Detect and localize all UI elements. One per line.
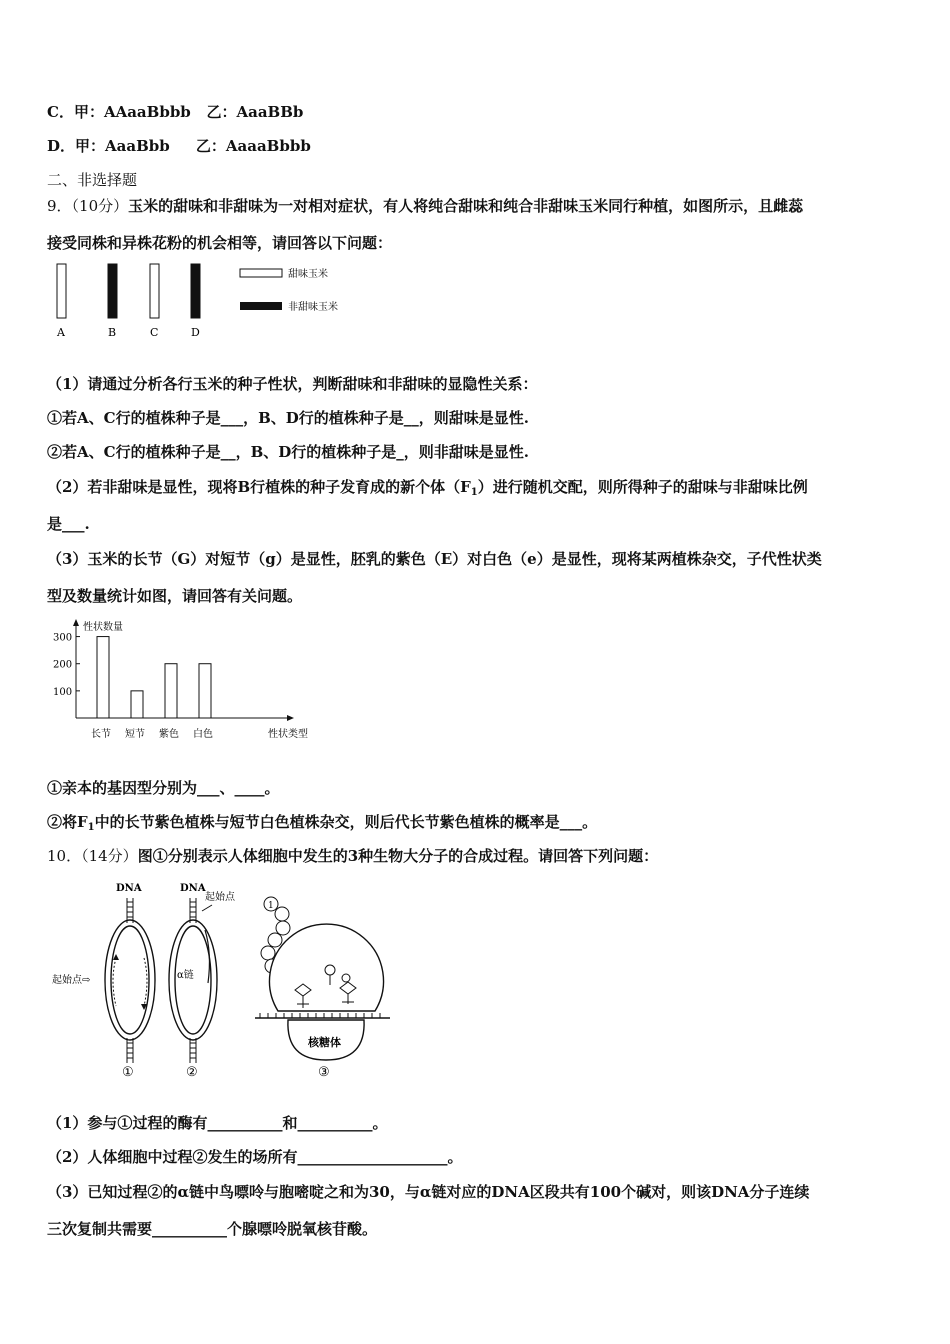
q9-part2-subscript: 1: [470, 487, 478, 498]
row-label-c: C: [150, 326, 159, 339]
q9-part2-line1: [47, 476, 808, 504]
start-point-arrow: [202, 905, 212, 911]
dna-label-1: DNA: [116, 883, 142, 894]
q9-part2-text-b: ）进行随机交配，则所得种子的甜味与非甜味比例: [477, 478, 808, 496]
dna-bottom-ladder-1: [127, 1038, 133, 1063]
circle-label-2: ②: [186, 1065, 198, 1080]
dna-top-ladder-2: [190, 898, 196, 923]
ribosome-label: 核糖体: [308, 1036, 341, 1049]
option-d-second: 乙：AaaaBbbb: [195, 137, 311, 155]
row-a-sweet: [57, 264, 66, 318]
x-tick-label-紫色: 紫色: [159, 729, 179, 740]
q9-part3-q2-text-a: ②将F: [47, 813, 88, 831]
option-c-first: C．甲：AAaaBbbb: [47, 103, 191, 121]
circle-label-3: ③: [318, 1065, 330, 1080]
q9-score: （10分）: [71, 197, 129, 215]
q10-part1: （1）参与①过程的酶有__________和__________。: [47, 1114, 388, 1132]
start-point-top: 起始点: [205, 892, 235, 903]
y-tick-label-200: 200: [53, 659, 73, 671]
q9-part1-a: ①若A、C行的植株种子是___，B、D行的植株种子是__，则甜味是显性.: [47, 409, 529, 427]
row-b-nonsweet: [108, 264, 117, 318]
y-tick-label-300: 300: [53, 632, 73, 644]
q9-part1-b: ②若A、C行的植株种子是__，B、D行的植株种子是_，则非甜味是显性.: [47, 443, 529, 461]
chart-xlabel: 性状类型: [268, 729, 308, 740]
trait-bar-chart: [50, 615, 350, 750]
bar-白色: [199, 664, 211, 718]
q10-score: （14分）: [81, 847, 138, 865]
new-strand-right: [144, 958, 147, 1006]
bar-短节: [131, 691, 143, 718]
x-tick-label-长节: 长节: [91, 729, 111, 740]
row-label-a: A: [57, 326, 65, 339]
q9-number: 9．: [47, 197, 72, 215]
x-axis-arrow: [287, 715, 294, 721]
new-strand-left: [113, 958, 116, 1006]
start-point-left: 起始点⇨: [52, 975, 91, 986]
option-c-second: 乙：AaaBBb: [206, 103, 304, 121]
q10-part3-line1: （3）已知过程②的α链中鸟嘌呤与胞嘧啶之和为30，与α链对应的DNA区段共有100个碱对，则该DNA分子连续: [47, 1183, 810, 1201]
q9-part2-line2: 是___.: [47, 515, 90, 533]
y-axis-arrow: [73, 619, 79, 626]
legend-sweet-label: 甜味玉米: [288, 269, 328, 280]
bead-label-1: 1: [268, 901, 274, 911]
rna-chain: [205, 930, 209, 983]
x-tick-label-白色: 白色: [193, 729, 213, 740]
row-label-d: D: [191, 326, 200, 339]
mrna-bases: [260, 1013, 380, 1018]
q10-part3-line2: 三次复制共需要__________个腺嘌呤脱氧核苷酸。: [47, 1220, 378, 1238]
x-tick-label-短节: 短节: [125, 729, 145, 740]
q9-part2-text-a: （2）若非甜味是显性，现将B行植株的种子发育成的新个体（F: [47, 478, 471, 496]
macromolecule-synthesis-figure: [50, 878, 390, 1083]
alpha-chain-label: α链: [177, 970, 194, 981]
q10-stem: [47, 845, 658, 867]
row-label-b: B: [108, 326, 117, 339]
q9-part3-q2-subscript: 1: [87, 822, 95, 833]
section-heading: 二、非选择题: [47, 171, 138, 189]
q10-part2: （2）人体细胞中过程②发生的场所有____________________。: [47, 1148, 463, 1166]
option-d: [47, 135, 311, 157]
q9-part3-line1: （3）玉米的长节（G）对短节（g）是显性，胚乳的紫色（E）对白色（e）是显性，现将某两植株杂交，子代性状类: [47, 550, 822, 568]
row-c-sweet: [150, 264, 159, 318]
option-c: [47, 101, 303, 123]
q10-stem-text: 图①分别表示人体细胞中发生的3种生物大分子的合成过程。请回答下列问题：: [137, 847, 659, 865]
q9-part3-q2-text-b: 中的长节紫色植株与短节白色植株杂交，则后代长节紫色植株的概率是___。: [94, 813, 598, 831]
q9-part1-title: （1）请通过分析各行玉米的种子性状，判断甜味和非甜味的显隐性关系：: [47, 375, 538, 393]
row-d-nonsweet: [191, 264, 200, 318]
legend-nonsweet-label: 非甜味玉米: [288, 302, 338, 313]
bar-紫色: [165, 664, 177, 718]
strand-arrow-1: [113, 954, 119, 960]
q9-part3-q2: [47, 811, 597, 839]
q9-stem-text: 玉米的甜味和非甜味为一对相对症状，有人将纯合甜味和纯合非甜味玉米同行种植，如图所示，且雌蕊: [128, 197, 804, 215]
dna-bottom-ladder-2: [190, 1038, 196, 1063]
q9-part3-line2: 型及数量统计如图，请回答有关问题。: [47, 587, 303, 605]
option-d-first: D．甲：AaaBbb: [47, 137, 170, 155]
bar-长节: [97, 637, 109, 718]
legend-sweet-swatch: [240, 269, 282, 277]
corn-rows-figure: [50, 260, 370, 345]
ribosome-large-subunit: [270, 924, 384, 1011]
q10-number: 10．: [47, 847, 82, 865]
replication-bubble-outer: [105, 920, 155, 1040]
dna-top-ladder-1: [127, 898, 133, 923]
circle-label-1: ①: [122, 1065, 134, 1080]
legend-nonsweet-swatch: [240, 302, 282, 310]
chart-ylabel: 性状数量: [83, 622, 123, 633]
q9-stem-line1: [47, 195, 803, 217]
replication-bubble-inner: [111, 926, 149, 1034]
y-tick-label-100: 100: [53, 686, 73, 698]
q9-part3-q1: ①亲本的基因型分别为___、____。: [47, 779, 280, 797]
q9-stem-line2: 接受同株和异株花粉的机会相等，请回答以下问题：: [47, 234, 393, 252]
dna-label-2: DNA: [180, 883, 206, 894]
